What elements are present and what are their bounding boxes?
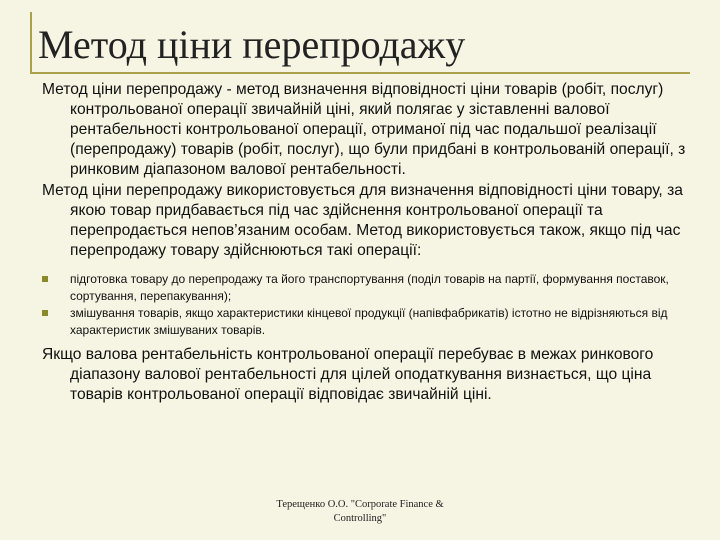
bullet-item [42,305,694,339]
bullet-text: змішування товарів, якщо характеристики кінцевої продукції (напівфабрикатів) істотно не відрізняються від характеристик змішуваних товарів. [70,306,668,337]
footer-citation [240,498,480,526]
slide-content [42,80,694,405]
title-frame-horizontal [30,72,690,74]
paragraph-conclusion: Якщо валова рентабельність контрольованої операції перебуває в межах ринкового діапазону валової рентабельності для цілей оподаткування визнається, що ціна товарів контрольованої операції відповідає звичайній ціні. [42,346,654,403]
slide-title: Метод ціни перепродажу [38,22,466,67]
bullet-list [42,271,694,339]
paragraph-definition: Метод ціни перепродажу - метод визначення відповідності ціни товарів (робіт, послуг) контрольованої операції звичайній ціні, який полягає у зіставленні валової рентабельності контрольованої операції, отриманої під час подальшої реалізації (перепродажу) товарів (робіт, послуг), що були придбані в контрольованій операції, з ринковим діапазоном валової рентабельності. [42,81,686,178]
footer-line-2: Controlling" [333,513,387,524]
square-bullet-icon [42,276,48,282]
paragraph-usage: Метод ціни перепродажу використовується для визначення відповідності ціни товару, за якою товар придбавається під час здійснення контрольованої операції та перепродається непов’язаним особам. Метод використовується також, якщо під час перепродажу товару здійснюються такі операції: [42,182,683,259]
square-bullet-icon [42,310,48,316]
title-frame-vertical [30,12,32,74]
bullet-text: підготовка товару до перепродажу та його транспортування (поділ товарів на партії, формування поставок, сортування, перепакування); [70,272,669,303]
bullet-item [42,271,694,305]
footer-line-1: Терещенко О.О. "Corporate Finance & [276,499,444,510]
